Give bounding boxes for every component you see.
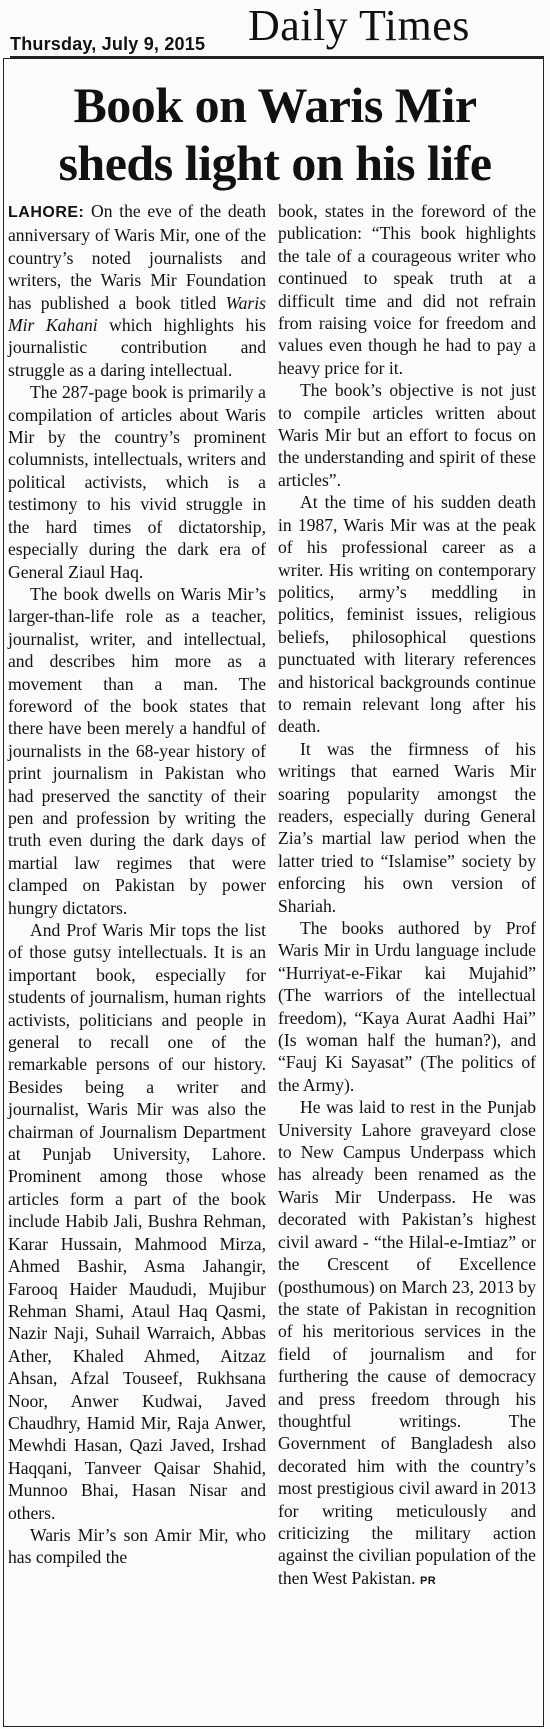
headline-line-2: sheds light on his life	[58, 135, 492, 191]
article-paragraph-5: Waris Mir’s son Amir Mir, who has compiled the	[8, 1524, 266, 1568]
article-paragraph-7: At the time of his sudden death in 1987, Waris Mir was at the peak of his professional career as a writer. His writing on contemporary politics, army’s meddling in politics, feminist issues, religious beliefs, philosophical questions punctuated with literary references and historical backgrounds continue to remain relevant long after his death.	[278, 492, 536, 737]
article-paragraph-8: It was the firmness of his writings that earned Waris Mir soaring popularity amongst the readers, especially during General Zia’s martial law period when the latter tried to “Islamise” society by enforcing his own version of Shariah.	[278, 738, 536, 916]
newspaper-name: Daily Times	[248, 1, 470, 50]
dateline: LAHORE:	[8, 204, 85, 221]
article-paragraph-3: The book dwells on Waris Mir’s larger-than-life role as a teacher, journalist, writer, and intellectual, and describes him more as a movement than a man. The foreword of the book states that there have been merely a handful of journalists in the 68-year history of print journalism in Pakistan who had preserved the sanctity of their pen and profession by writing the truth even during the dark days of martial law regimes that were clamped on Pakistan by power hungry dictators.	[8, 583, 266, 918]
book-title: Waris Mir Kahani	[8, 292, 266, 336]
paragraph-1-text-a: On the eve of the death anniversary of Waris Mir, one of the country’s noted journalists and writers, the Waris Mir Foundation has published a book titled	[8, 201, 266, 313]
press-release-credit: PR	[419, 1574, 437, 1587]
paragraph-1-text-b: which highlights his journalistic contribution and struggle as a daring intellectual.	[8, 315, 266, 380]
article-paragraph-10	[278, 1096, 536, 1592]
article-paragraph-4: And Prof Waris Mir tops the list of those gutsy intellectuals. It is an important book, especially for students of journalism, human rights activists, politicians and people in general to recall one of the remarkable persons of our history. Besides being a writer and journalist, Waris Mir was also the chairman of Journalism Department at Punjab University, Lahore. Prominent among those whose articles form a part of the book include Habib Jali, Bushra Rehman, Karar Hussain, Mahmood Mirza, Ahmed Bashir, Asma Jahangir, Farooq Haider Maududi, Mujibur Rehman Shami, Ataul Haq Qasmi, Nazir Naji, Suhail Warraich, Abbas Ather, Khaled Ahmed, Aitzaz Ahsan, Afzal Touseef, Rukhsana Noor, Anwer Kudwai, Javed Chaudhry, Hamid Mir, Raja Anwer, Mewhdi Hasan, Qazi Javed, Irshad Haqqani, Tanveer Qaisar Shahid, Munnoo Bhai, Hasan Nisar and others.	[8, 920, 266, 1523]
article-paragraph-1	[8, 200, 266, 381]
article-column-right	[278, 200, 536, 1592]
headline-line-1: Book on Waris Mir	[73, 77, 477, 133]
article-column-left	[8, 200, 266, 1569]
publication-date: Thursday, July 9, 2015	[10, 34, 206, 54]
article-paragraph-5-continued: book, states in the foreword of the publication: “This book highlights the tale of a courageous writer who continued to speak truth at a difficult time and did not refrain from raising voice for freedom and values even though he had to pay a heavy price for it.	[278, 201, 536, 378]
paragraph-10-text: He was laid to rest in the Punjab University Lahore graveyard close to New Campus Underpass which has already been renamed as the Waris Mir Underpass. He was decorated with Pakistan’s highest civil award - “the Hilal-e-Imtiaz” or the Crescent of Excellence (posthumous) on March 23, 2013 by the state of Pakistan in recognition of his meritorious services in the field of journalism and for furthering the cause of democracy and press freedom through his thoughtful writings. The Government of Bangladesh also decorated him with the country’s most prestigious civil award in 2013 for writing meticulously and criticizing the military action against the civilian population of the then West Pakistan.	[278, 1097, 536, 1588]
article-paragraph-6: The book’s objective is not just to compile articles written about Waris Mir but an effort to focus on the understanding and spirit of these articles”.	[278, 380, 536, 490]
headline	[8, 76, 542, 192]
article-paragraph-9: The books authored by Prof Waris Mir in Urdu language include “Hurriyat-e-Fikar kai Mujahid” (The warriors of the intellectual freedom), “Kaya Aurat Aadhi Hai” (Is woman half the human?), and “Fauj Ki Sayasat” (The politics of the Army).	[278, 918, 536, 1095]
article-paragraph-2: The 287-page book is primarily a compilation of articles about Waris Mir by the country’s prominent columnists, intellectuals, writers and political activists, which is a testimony to his vivid struggle in the hard times of dictatorship, especially during the dark era of General Ziaul Haq.	[8, 382, 266, 582]
